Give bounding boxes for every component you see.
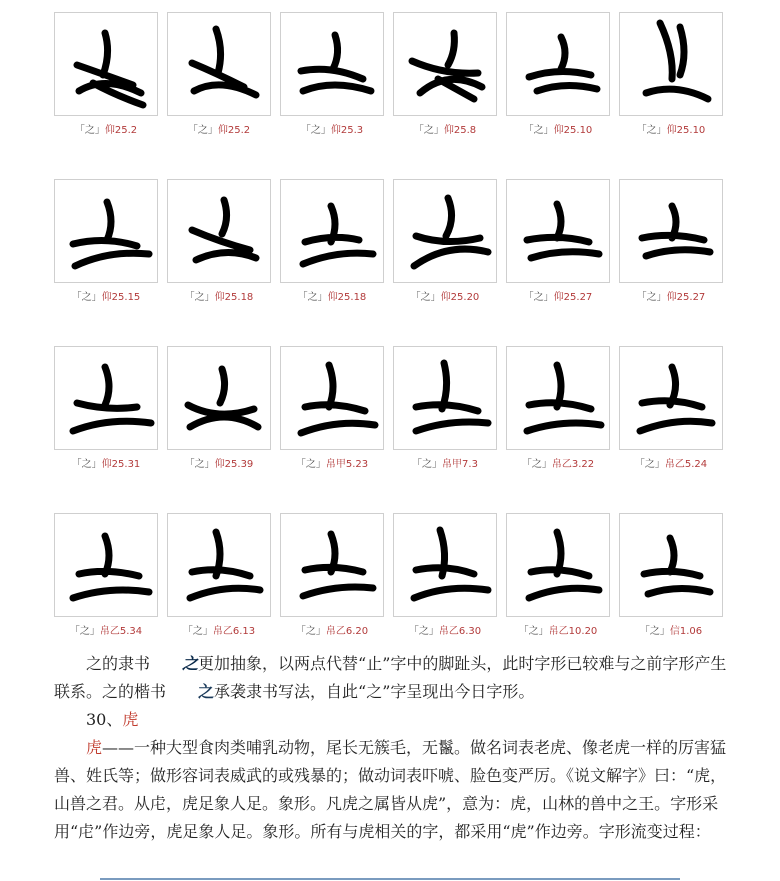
glyph-card xyxy=(280,12,384,136)
calligraphy-glyph-image xyxy=(167,12,271,116)
caption-bracket-close: 」 xyxy=(207,125,218,136)
calligraphy-glyph-image xyxy=(54,346,158,450)
caption-bracket-open: 「 xyxy=(408,626,419,637)
clerical-glyph-image: 之 xyxy=(182,654,199,673)
glyph-caption xyxy=(167,288,271,303)
caption-bracket-close: 」 xyxy=(204,292,215,303)
glyph-card xyxy=(619,12,723,136)
glyph-card xyxy=(393,12,497,136)
section-heading xyxy=(54,706,740,734)
caption-char: 之 xyxy=(533,292,544,303)
caption-bracket-close: 」 xyxy=(659,626,670,637)
caption-bracket-close: 」 xyxy=(204,459,215,470)
caption-char: 之 xyxy=(422,459,433,470)
caption-char: 之 xyxy=(423,125,434,136)
caption-source-ref: 仰25.2 xyxy=(217,125,251,136)
caption-source-ref: 仰25.2 xyxy=(104,125,138,136)
glyph-caption xyxy=(393,455,497,470)
caption-source-ref: 仰25.31 xyxy=(101,459,141,470)
para2-text: ——一种大型食肉类哺乳动物，尾长无簇毛，无鬣。做名词表老虎、像老虎一样的厉害猛兽、姓氏等；做形容词表威武的或残暴的；做动词表吓唬、脸色变严厉。《说文解字》曰：“虎，山兽之君。从虍，虎足象人足。象形。凡虎之属皆从虎”，意为：虎，山林的兽中之王。字形采用“虍”作边旁，虎足象人足。象形。所有与虎相关的字，都采用“虎”作边旁。字形流变过程： xyxy=(54,738,727,841)
caption-source-ref: 仰25.10 xyxy=(666,125,706,136)
calligraphy-glyph-image xyxy=(280,346,384,450)
caption-source-ref: 帛甲5.23 xyxy=(325,459,369,470)
caption-bracket-open: 「 xyxy=(521,459,532,470)
glyph-card xyxy=(167,12,271,136)
caption-source-ref: 帛甲7.3 xyxy=(442,459,478,470)
glyph-card xyxy=(619,513,723,637)
caption-source-ref: 帛乙3.22 xyxy=(551,459,595,470)
caption-char: 之 xyxy=(194,459,205,470)
caption-char: 之 xyxy=(307,292,318,303)
glyph-card xyxy=(619,346,723,470)
calligraphy-glyph-image xyxy=(167,346,271,450)
caption-char: 之 xyxy=(81,459,92,470)
glyph-caption xyxy=(619,288,723,303)
glyph-caption xyxy=(506,121,610,136)
para1-part-c: 承袭隶书写法，自此“之”字呈现出今日字形。 xyxy=(214,682,535,701)
caption-char: 之 xyxy=(192,626,203,637)
caption-bracket-open: 「 xyxy=(184,459,195,470)
caption-bracket-open: 「 xyxy=(412,459,423,470)
caption-bracket-close: 」 xyxy=(428,626,439,637)
calligraphy-glyph-image xyxy=(280,179,384,283)
glyph-caption xyxy=(54,288,158,303)
glyph-card xyxy=(280,513,384,637)
glyph-card xyxy=(54,12,158,136)
caption-bracket-close: 」 xyxy=(656,125,667,136)
caption-bracket-close: 」 xyxy=(91,459,102,470)
caption-bracket-open: 「 xyxy=(295,459,306,470)
caption-bracket-close: 」 xyxy=(315,459,326,470)
caption-char: 之 xyxy=(528,626,539,637)
caption-char: 之 xyxy=(197,125,208,136)
caption-source-ref: 仰25.3 xyxy=(330,125,364,136)
glyph-caption xyxy=(54,121,158,136)
para1-part-a: 之的隶书 xyxy=(86,654,151,673)
calligraphy-glyph-image xyxy=(280,12,384,116)
calligraphy-glyph-image xyxy=(506,179,610,283)
glyph-caption xyxy=(280,455,384,470)
caption-bracket-close: 」 xyxy=(91,292,102,303)
caption-bracket-open: 「 xyxy=(410,292,421,303)
caption-source-ref: 帛乙5.24 xyxy=(664,459,708,470)
glyph-caption xyxy=(393,622,497,637)
regular-glyph-image: 之 xyxy=(198,682,215,701)
caption-char: 之 xyxy=(305,626,316,637)
caption-bracket-open: 「 xyxy=(523,292,534,303)
caption-char: 之 xyxy=(418,626,429,637)
calligraphy-glyph-image xyxy=(54,513,158,617)
article-text xyxy=(54,650,740,846)
caption-source-ref: 仰25.8 xyxy=(443,125,477,136)
caption-bracket-open: 「 xyxy=(74,125,85,136)
glyph-card xyxy=(619,179,723,303)
caption-source-ref: 帛乙5.34 xyxy=(99,626,143,637)
calligraphy-glyph-image xyxy=(619,179,723,283)
caption-bracket-open: 「 xyxy=(69,626,80,637)
caption-bracket-open: 「 xyxy=(634,459,645,470)
caption-bracket-open: 「 xyxy=(182,626,193,637)
calligraphy-glyph-image xyxy=(393,346,497,450)
paragraph-tiger xyxy=(54,734,740,846)
caption-bracket-close: 」 xyxy=(433,125,444,136)
caption-char: 之 xyxy=(194,292,205,303)
glyph-card xyxy=(167,513,271,637)
caption-source-ref: 仰25.27 xyxy=(553,292,593,303)
caption-char: 之 xyxy=(84,125,95,136)
caption-bracket-open: 「 xyxy=(636,292,647,303)
glyph-caption xyxy=(280,288,384,303)
caption-source-ref: 仰25.15 xyxy=(101,292,141,303)
caption-source-ref: 仰25.39 xyxy=(214,459,254,470)
caption-bracket-close: 」 xyxy=(94,125,105,136)
caption-source-ref: 帛乙10.20 xyxy=(548,626,598,637)
glyph-card xyxy=(280,346,384,470)
calligraphy-glyph-image xyxy=(506,513,610,617)
glyph-caption xyxy=(619,622,723,637)
caption-bracket-close: 」 xyxy=(315,626,326,637)
caption-bracket-open: 「 xyxy=(187,125,198,136)
caption-bracket-open: 「 xyxy=(300,125,311,136)
glyph-card xyxy=(280,179,384,303)
caption-char: 之 xyxy=(646,292,657,303)
calligraphy-glyph-image xyxy=(167,179,271,283)
caption-char: 之 xyxy=(533,125,544,136)
caption-source-ref: 帛乙6.13 xyxy=(212,626,256,637)
caption-bracket-open: 「 xyxy=(518,626,529,637)
caption-source-ref: 帛乙6.30 xyxy=(438,626,482,637)
glyph-caption xyxy=(167,121,271,136)
glyph-caption xyxy=(506,455,610,470)
caption-char: 之 xyxy=(531,459,542,470)
caption-bracket-close: 」 xyxy=(543,125,554,136)
glyph-caption xyxy=(54,455,158,470)
caption-bracket-open: 「 xyxy=(636,125,647,136)
caption-bracket-close: 」 xyxy=(430,292,441,303)
caption-source-ref: 仰25.20 xyxy=(440,292,480,303)
glyph-card xyxy=(167,179,271,303)
glyph-caption xyxy=(506,622,610,637)
glyph-card xyxy=(393,346,497,470)
calligraphy-glyph-image xyxy=(619,12,723,116)
caption-char: 之 xyxy=(644,459,655,470)
caption-bracket-close: 」 xyxy=(202,626,213,637)
calligraphy-glyph-image xyxy=(54,179,158,283)
calligraphy-glyph-image xyxy=(167,513,271,617)
caption-char: 之 xyxy=(649,626,660,637)
caption-bracket-open: 「 xyxy=(413,125,424,136)
caption-bracket-close: 」 xyxy=(656,292,667,303)
caption-source-ref: 仰25.18 xyxy=(327,292,367,303)
glyph-card xyxy=(167,346,271,470)
glyph-card xyxy=(54,513,158,637)
para1-part-b: 更加抽象，以两点代替“止”字中的脚趾头，此时字形已较难与之前字形产生联系。之的楷书 xyxy=(54,654,727,701)
glyph-caption xyxy=(619,121,723,136)
glyph-card xyxy=(393,179,497,303)
caption-bracket-open: 「 xyxy=(295,626,306,637)
glyph-card xyxy=(506,179,610,303)
glyph-card xyxy=(54,179,158,303)
caption-bracket-close: 」 xyxy=(432,459,443,470)
caption-bracket-open: 「 xyxy=(297,292,308,303)
calligraphy-glyph-image xyxy=(506,346,610,450)
caption-bracket-close: 」 xyxy=(541,459,552,470)
caption-source-ref: 帛乙6.20 xyxy=(325,626,369,637)
glyph-caption xyxy=(280,121,384,136)
caption-bracket-open: 「 xyxy=(639,626,650,637)
calligraphy-glyph-image xyxy=(393,513,497,617)
glyph-caption xyxy=(280,622,384,637)
glyph-card xyxy=(506,346,610,470)
caption-bracket-close: 」 xyxy=(543,292,554,303)
caption-char: 之 xyxy=(305,459,316,470)
caption-bracket-close: 」 xyxy=(320,125,331,136)
caption-char: 之 xyxy=(81,292,92,303)
caption-source-ref: 仰25.18 xyxy=(214,292,254,303)
glyph-card xyxy=(54,346,158,470)
caption-source-ref: 仰25.10 xyxy=(553,125,593,136)
caption-bracket-open: 「 xyxy=(184,292,195,303)
caption-bracket-close: 」 xyxy=(654,459,665,470)
caption-char: 之 xyxy=(420,292,431,303)
caption-bracket-open: 「 xyxy=(71,292,82,303)
glyph-caption xyxy=(54,622,158,637)
caption-source-ref: 信1.06 xyxy=(669,626,703,637)
caption-char: 之 xyxy=(310,125,321,136)
calligraphy-glyph-image xyxy=(619,346,723,450)
caption-bracket-close: 」 xyxy=(538,626,549,637)
calligraphy-glyph-image xyxy=(619,513,723,617)
glyph-caption xyxy=(506,288,610,303)
caption-char: 之 xyxy=(79,626,90,637)
caption-bracket-close: 」 xyxy=(317,292,328,303)
glyph-card xyxy=(506,12,610,136)
calligraphy-glyph-image xyxy=(54,12,158,116)
calligraphy-glyph-image xyxy=(393,12,497,116)
glyph-caption xyxy=(393,288,497,303)
section-divider xyxy=(100,878,680,880)
caption-bracket-open: 「 xyxy=(71,459,82,470)
glyph-card xyxy=(506,513,610,637)
glyph-caption xyxy=(393,121,497,136)
glyph-card xyxy=(393,513,497,637)
calligraphy-glyph-image xyxy=(280,513,384,617)
glyph-caption xyxy=(167,622,271,637)
paragraph-clerical-script xyxy=(54,650,740,706)
para2-lead-char: 虎 xyxy=(86,738,103,757)
heading-number: 30、 xyxy=(86,710,123,729)
glyph-caption xyxy=(167,455,271,470)
heading-char: 虎 xyxy=(122,710,139,729)
caption-bracket-close: 」 xyxy=(89,626,100,637)
glyph-caption xyxy=(619,455,723,470)
calligraphy-glyph-image xyxy=(393,179,497,283)
calligraphy-glyph-image xyxy=(506,12,610,116)
caption-bracket-open: 「 xyxy=(523,125,534,136)
caption-source-ref: 仰25.27 xyxy=(666,292,706,303)
caption-char: 之 xyxy=(646,125,657,136)
